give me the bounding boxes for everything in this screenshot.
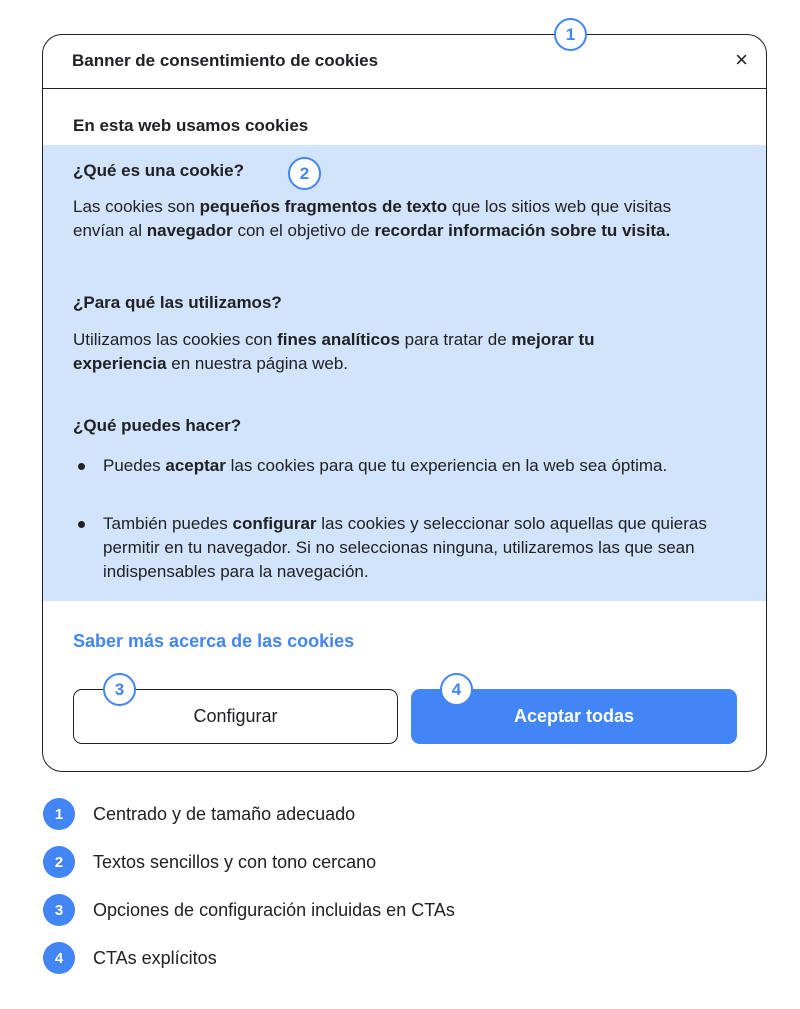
bold-text: pequeños fragmentos de texto — [199, 197, 448, 216]
annotation-badge-2: 2 — [288, 157, 321, 190]
dialog-subtitle: En esta web usamos cookies — [73, 116, 309, 135]
legend-text: CTAs explícitos — [93, 947, 217, 968]
dialog-title: Banner de consentimiento de cookies — [72, 51, 379, 70]
bold-text: fines analíticos — [277, 330, 400, 349]
text: Puedes — [103, 456, 166, 475]
legend-text: Opciones de configuración incluidas en CTAs — [93, 899, 455, 920]
text: en nuestra página web. — [166, 354, 349, 373]
bullet-accept — [73, 454, 693, 478]
legend-number: 4 — [43, 942, 75, 974]
legend-item — [43, 894, 455, 926]
configure-button[interactable]: Configurar — [73, 689, 398, 744]
legend-text: Centrado y de tamaño adecuado — [93, 803, 356, 824]
bullet-configure — [73, 512, 733, 584]
text: que los sitios web que visitas envían al — [73, 197, 672, 240]
text: Las cookies son — [73, 197, 200, 216]
learn-more-link[interactable]: Saber más acerca de las cookies — [73, 631, 355, 651]
legend-number: 2 — [43, 846, 75, 878]
legend-item — [43, 846, 376, 878]
legend-number: 3 — [43, 894, 75, 926]
legend-item — [43, 942, 217, 974]
text: También puedes — [103, 514, 233, 533]
annotation-badge-4: 4 — [440, 673, 473, 706]
bold-text: navegador — [146, 221, 233, 240]
dialog-header — [43, 35, 766, 89]
paragraph-what-is-cookie — [73, 195, 723, 243]
text: las cookies para que tu experiencia en la web sea óptima. — [225, 456, 668, 475]
bold-text: recordar información sobre tu visita. — [374, 221, 671, 240]
heading-what-can-do: ¿Qué puedes hacer? — [73, 416, 242, 435]
bold-text: configurar — [232, 514, 317, 533]
legend-text: Textos sencillos y con tono cercano — [93, 851, 377, 872]
text: para tratar de — [399, 330, 512, 349]
paragraph-why-use — [73, 328, 663, 376]
heading-why-use: ¿Para qué las utilizamos? — [73, 293, 282, 312]
text: las cookies y seleccionar solo aquellas que quieras permitir en tu navegador. Si no seleccionas ninguna, utilizaremos las que sean indispensables para la navegación. — [103, 514, 707, 581]
legend-item — [43, 798, 355, 830]
annotation-badge-3: 3 — [103, 673, 136, 706]
heading-what-is-cookie: ¿Qué es una cookie? — [73, 161, 244, 180]
accept-all-button[interactable]: Aceptar todas — [411, 689, 737, 744]
text: Utilizamos las cookies con — [73, 330, 278, 349]
cookie-banner-dialog — [42, 34, 767, 772]
bold-text: aceptar — [165, 456, 226, 475]
legend-number: 1 — [43, 798, 75, 830]
highlighted-content — [43, 145, 766, 601]
close-icon[interactable]: × — [735, 47, 748, 72]
bold-text: mejorar tu experiencia — [73, 330, 595, 373]
text: con el objetivo de — [232, 221, 375, 240]
annotation-badge-1: 1 — [554, 18, 587, 51]
